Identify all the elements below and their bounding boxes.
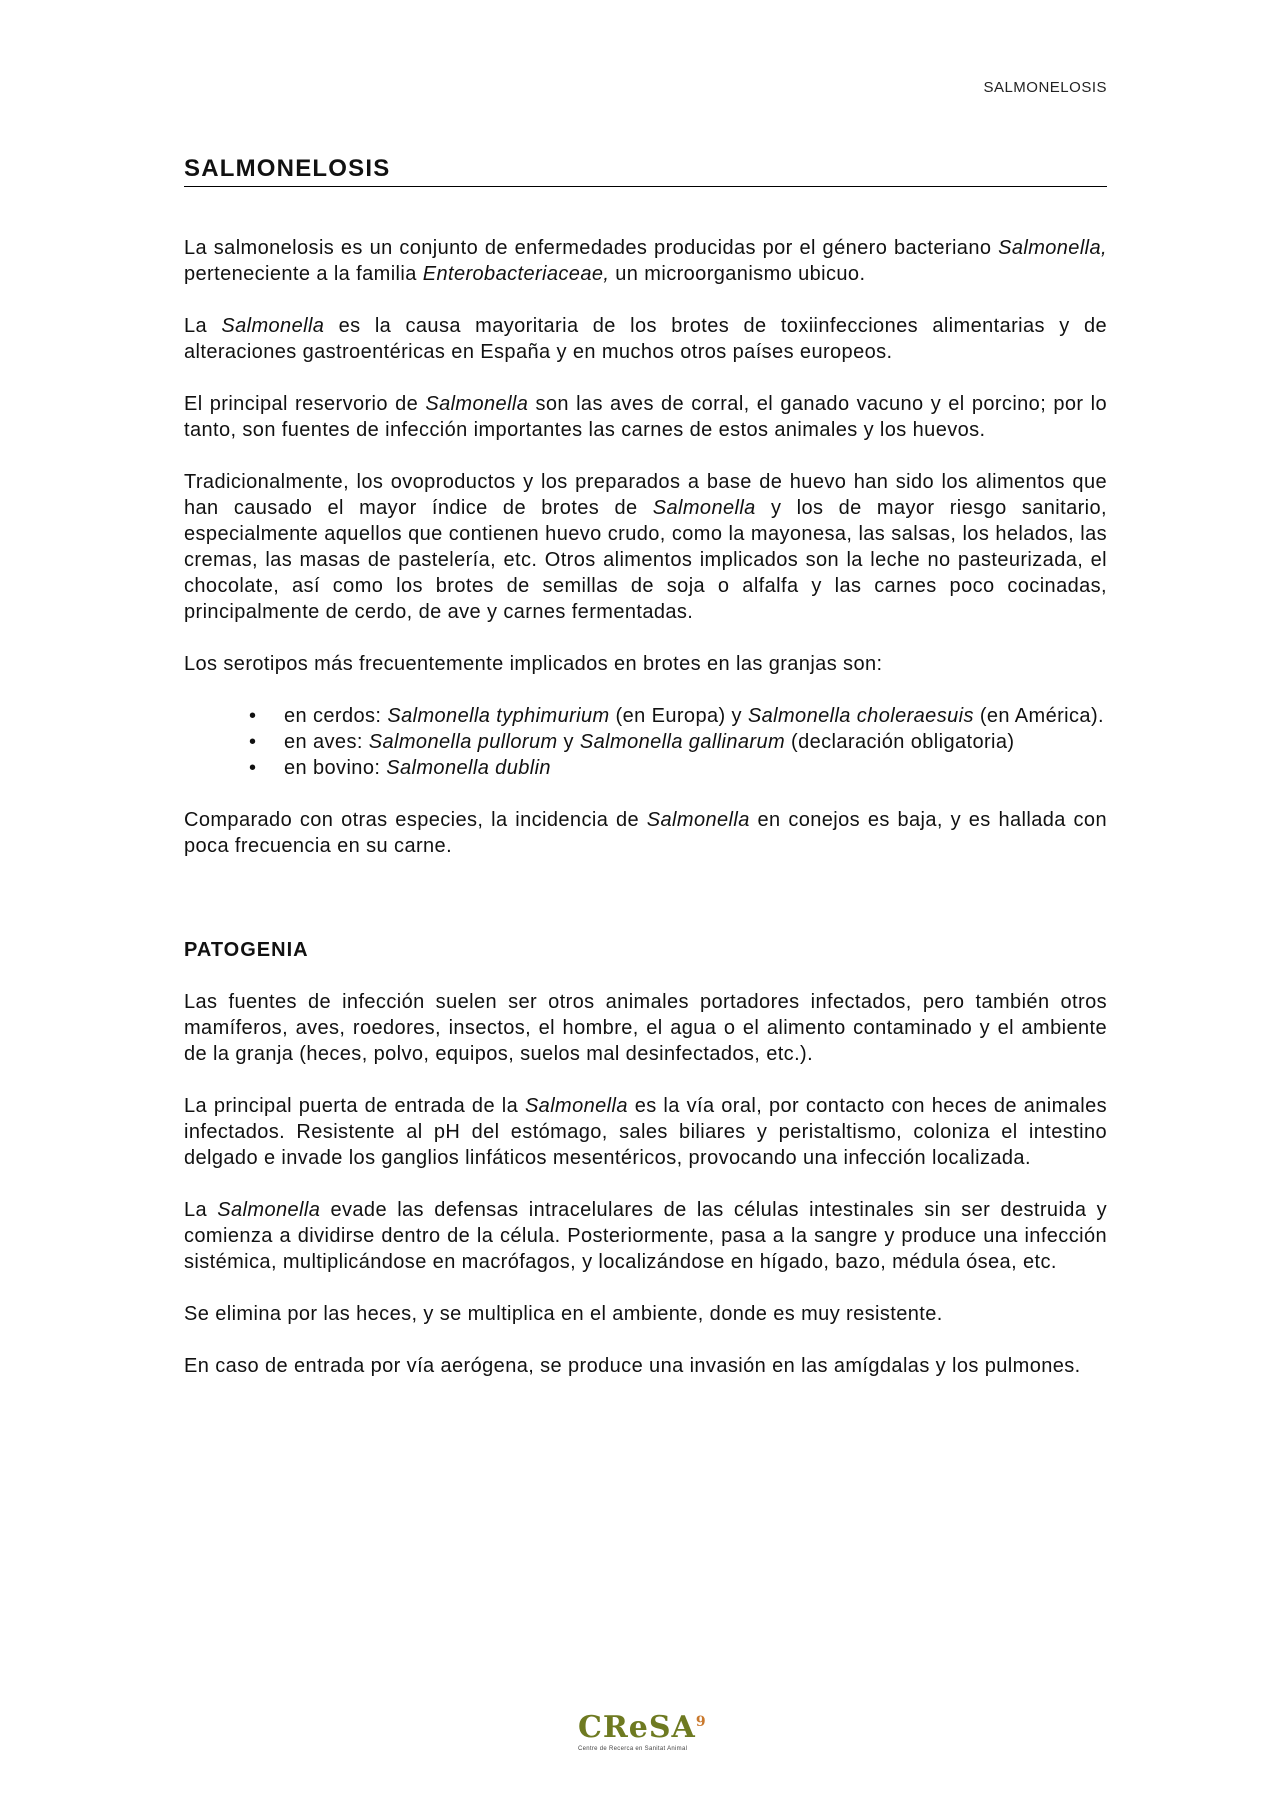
document-body — [184, 155, 1107, 1379]
paragraph-prevalence: La Salmonella es la causa mayoritaria de los brotes de toxiinfecciones alimentarias y de alteraciones gastroentéricas en España y en muchos otros países europeos. — [184, 315, 1107, 363]
paragraph-infection-sources: Las fuentes de infección suelen ser otros animales portadores infectados, pero también otros mamíferos, aves, roedores, insectos, el hombre, el agua o el alimento contaminado y el ambiente de la granja (heces, polvo, equipos, suelos mal desinfectados, etc.). — [184, 991, 1107, 1065]
paragraph-rabbits: Comparado con otras especies, la incidencia de Salmonella en conejos es baja, y es hallada con poca frecuencia en su carne. — [184, 809, 1107, 857]
paragraph-elimination: Se elimina por las heces, y se multiplica en el ambiente, donde es muy resistente. — [184, 1303, 943, 1325]
cresa-logo — [578, 1707, 708, 1751]
section-title-patogenia: PATOGENIA — [184, 939, 309, 961]
paragraph-aerogenic: En caso de entrada por vía aerógena, se produce una invasión en las amígdalas y los pulmones. — [184, 1355, 1081, 1377]
paragraph-foods: Tradicionalmente, los ovoproductos y los preparados a base de huevo han sido los alimentos que han causado el mayor índice de brotes de Salmonella y los de mayor riesgo sanitario, especialmente aquellos que contienen huevo crudo, como la mayonesa, las salsas, los helados, las cremas, las masas de pastelería, etc. Otros alimentos implicados son la leche no pasteurizada, el chocolate, así como los brotes de semillas de soja o alfalfa y las carnes poco cocinadas, principalmente de cerdo, de ave y carnes fermentadas. — [184, 471, 1107, 623]
paragraph-definition: La salmonelosis es un conjunto de enfermedades producidas por el género bacteriano Salmonella, perteneciente a la familia Enterobacteriaceae, un microorganismo ubicuo. — [184, 237, 1107, 285]
list-item: • en aves: Salmonella pullorum y Salmonella gallinarum (declaración obligatoria) — [260, 729, 1107, 755]
paragraph-reservoir: El principal reservorio de Salmonella son las aves de corral, el ganado vacuno y el porcino; por lo tanto, son fuentes de infección importantes las carnes de estos animales y los huevos. — [184, 393, 1107, 441]
paragraph-serotypes-intro: Los serotipos más frecuentemente implicados en brotes en las granjas son: — [184, 653, 883, 675]
logo-tagline: Centre de Recerca en Sanitat Animal — [578, 1746, 688, 1752]
logo-text: CReSA — [578, 1710, 696, 1745]
paragraph-systemic-infection: La Salmonella evade las defensas intracelulares de las células intestinales sin ser destruida y comienza a dividirse dentro de la célula. Posteriormente, pasa a la sangre y produce una infección sistémica, multiplicándose en macrófagos, y localizándose en hígado, bazo, médula ósea, etc. — [184, 1199, 1107, 1273]
logo-mark: 9 — [695, 1714, 707, 1730]
serotype-list — [184, 703, 1107, 781]
page-title: SALMONELOSIS — [184, 155, 1107, 187]
paragraph-entry-route: La principal puerta de entrada de la Salmonella es la vía oral, por contacto con heces de animales infectados. Resistente al pH del estómago, sales biliares y peristaltismo, coloniza el intestino delgado e invade los ganglios linfáticos mesentéricos, provocando una infección localizada. — [184, 1095, 1107, 1169]
list-item: • en cerdos: Salmonella typhimurium (en Europa) y Salmonella choleraesuis (en América). — [260, 703, 1107, 729]
list-item: • en bovino: Salmonella dublin — [260, 755, 1107, 781]
running-header: SALMONELOSIS — [983, 79, 1107, 96]
